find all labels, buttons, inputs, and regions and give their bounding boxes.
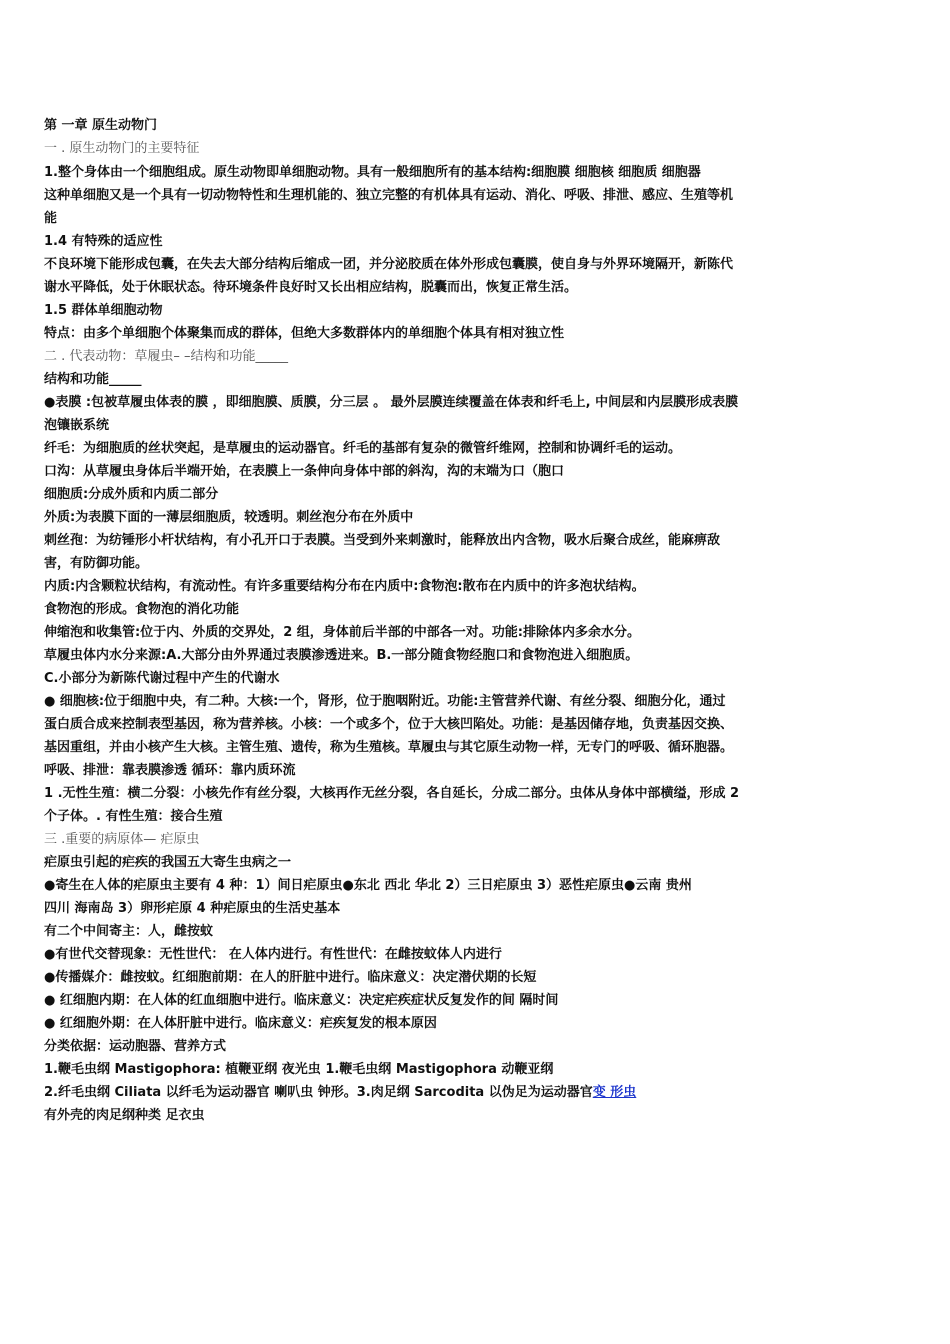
text-line: 1.整个身体由一个细胞组成。原生动物即单细胞动物。具有一般细胞所有的基本结构:细胞膜 细胞核 细胞质 细胞器 (44, 165, 701, 180)
text-line: 疟原虫引起的疟疾的我国五大寄生虫病之一 (44, 855, 292, 870)
text-line: 纤毛：为细胞质的丝状突起，是草履虫的运动器官。纤毛的基部有复杂的微管纤维网，控制和协调纤毛的运动。 (44, 441, 682, 456)
text-line: 外质:为表膜下面的一薄层细胞质，较透明。刺丝泡分布在外质中 (44, 510, 414, 525)
subsection-heading: 1.5 群体单细胞动物 (44, 303, 163, 318)
text-line: 谢水平降低，处于休眠状态。待环境条件良好时又长出相应结构，脱囊而出，恢复正常生活。 (44, 280, 578, 295)
text-segment: 2.纤毛虫纲 Ciliata 以纤毛为运动器官 喇叭虫 钟形。3.肉足纲 Sarcodita 以伪足为运动器官 (44, 1085, 593, 1100)
text-line: 食物泡的形成。食物泡的消化功能 (44, 602, 240, 617)
text-line: 个子体。. 有性生殖：接合生殖 (44, 809, 223, 824)
text-line: ● 细胞核:位于细胞中央，有二种。大核:一个，肾形，位于胞咽附近。功能:主管营养代谢、有丝分裂、细胞分化，通过 (44, 694, 726, 709)
text-line: 1.鞭毛虫纲 Mastigophora: 植鞭亚纲 夜光虫 1.鞭毛虫纲 Mastigophora 动鞭亚纲 (44, 1062, 554, 1077)
text-line: ● 红细胞内期：在人体的红血细胞中进行。临床意义：决定疟疾症状反复发作的间 隔时间 (44, 993, 559, 1008)
text-line: 害，有防御功能。 (44, 556, 149, 571)
text-line: 有外壳的肉足纲种类 足衣虫 (44, 1108, 205, 1123)
text-line: 口沟：从草履虫身体后半端开始，在表膜上一条伸向身体中部的斜沟，沟的末端为口（胞口 (44, 464, 565, 479)
text-line: 呼吸、排泄：靠表膜渗透 循环：靠内质环流 (44, 763, 296, 778)
text-line: 草履虫体内水分来源:A.大部分由外界通过表膜渗透进来。B.一部分随食物经胞口和食物泡进入细胞质。 (44, 648, 639, 663)
text-line: 基因重组，并由小核产生大核。主管生殖、遗传，称为生殖核。草履虫与其它原生动物一样，无专门的呼吸、循环胞器。 (44, 740, 734, 755)
section-heading-1: 一 . 原生动物门的主要特征 (44, 141, 200, 156)
text-line: 内质:内含颗粒状结构，有流动性。有许多重要结构分布在内质中:食物泡:散布在内质中的许多泡状结构。 (44, 579, 645, 594)
text-line: 这种单细胞又是一个具有一切动物特性和生理机能的、独立完整的有机体具有运动、消化、呼吸、排泄、感应、生殖等机 (44, 188, 734, 203)
text-line: 四川 海南岛 3）卵形疟原 4 种疟原虫的生活史基本 (44, 901, 341, 916)
text-line: ●有世代交替现象：无性世代： 在人体内进行。有性世代：在雌按蚊体人内进行 (44, 947, 502, 962)
text-line: 分类依据：运动胞器、营养方式 (44, 1039, 227, 1054)
text-line: 泡镶嵌系统 (44, 418, 110, 433)
text-line: ●传播媒介：雌按蚊。红细胞前期：在人的肝脏中进行。临床意义：决定潜伏期的长短 (44, 970, 537, 985)
text-line: 结构和功能_____ (44, 372, 142, 387)
text-line: 伸缩泡和收集管:位于内、外质的交界处，2 组，身体前后半部的中部各一对。功能:排除体内多余水分。 (44, 625, 640, 640)
text-line: 细胞质:分成外质和内质二部分 (44, 487, 219, 502)
text-line: ● 红细胞外期：在人体肝脏中进行。临床意义：疟疾复发的根本原因 (44, 1016, 437, 1031)
text-line: 不良环境下能形成包囊，在失去大部分结构后缩成一团，并分泌胶质在体外形成包囊膜，使自身与外界环境隔开，新陈代 (44, 257, 734, 272)
text-line: 蛋白质合成来控制表型基因，称为营养核。小核：一个或多个，位于大核凹陷处。功能：是基因储存地，负责基因交换、 (44, 717, 734, 732)
text-line: ●表膜 :包被草履虫体表的膜 ，即细胞膜、质膜，分三层 。 最外层膜连续覆盖在体表和纤毛上, 中间层和内层膜形成表膜 (44, 395, 739, 410)
text-line (44, 1085, 824, 1101)
text-line: 特点：由多个单细胞个体聚集而成的群体，但绝大多数群体内的单细胞个体具有相对独立性 (44, 326, 565, 341)
text-line: C.小部分为新陈代谢过程中产生的代谢水 (44, 671, 280, 686)
subsection-heading: 1.4 有特殊的适应性 (44, 234, 163, 249)
text-line: 有二个中间寄主：人，雌按蚊 (44, 924, 214, 939)
link-amoeba[interactable]: 变 形虫 (592, 1085, 637, 1100)
section-heading-2: 二 . 代表动物：草履虫– –结构和功能_____ (44, 349, 289, 364)
text-line: ●寄生在人体的疟原虫主要有 4 种：1）间日疟原虫●东北 西北 华北 2）三日疟原虫 3）恶性疟原虫●云南 贵州 (44, 878, 692, 893)
text-line: 能 (44, 211, 58, 226)
section-heading-3: 三 .重要的病原体— 疟原虫 (44, 832, 200, 847)
chapter-title: 第 一章 原生动物门 (44, 118, 158, 133)
text-line: 1 .无性生殖：横二分裂：小核先作有丝分裂，大核再作无丝分裂，各自延长，分成二部分。虫体从身体中部横缢，形成 2 (44, 786, 740, 801)
text-line: 刺丝孢：为纺锤形小杆状结构，有小孔开口于表膜。当受到外来刺激时，能释放出内含物，吸水后聚合成丝，能麻痹敌 (44, 533, 721, 548)
